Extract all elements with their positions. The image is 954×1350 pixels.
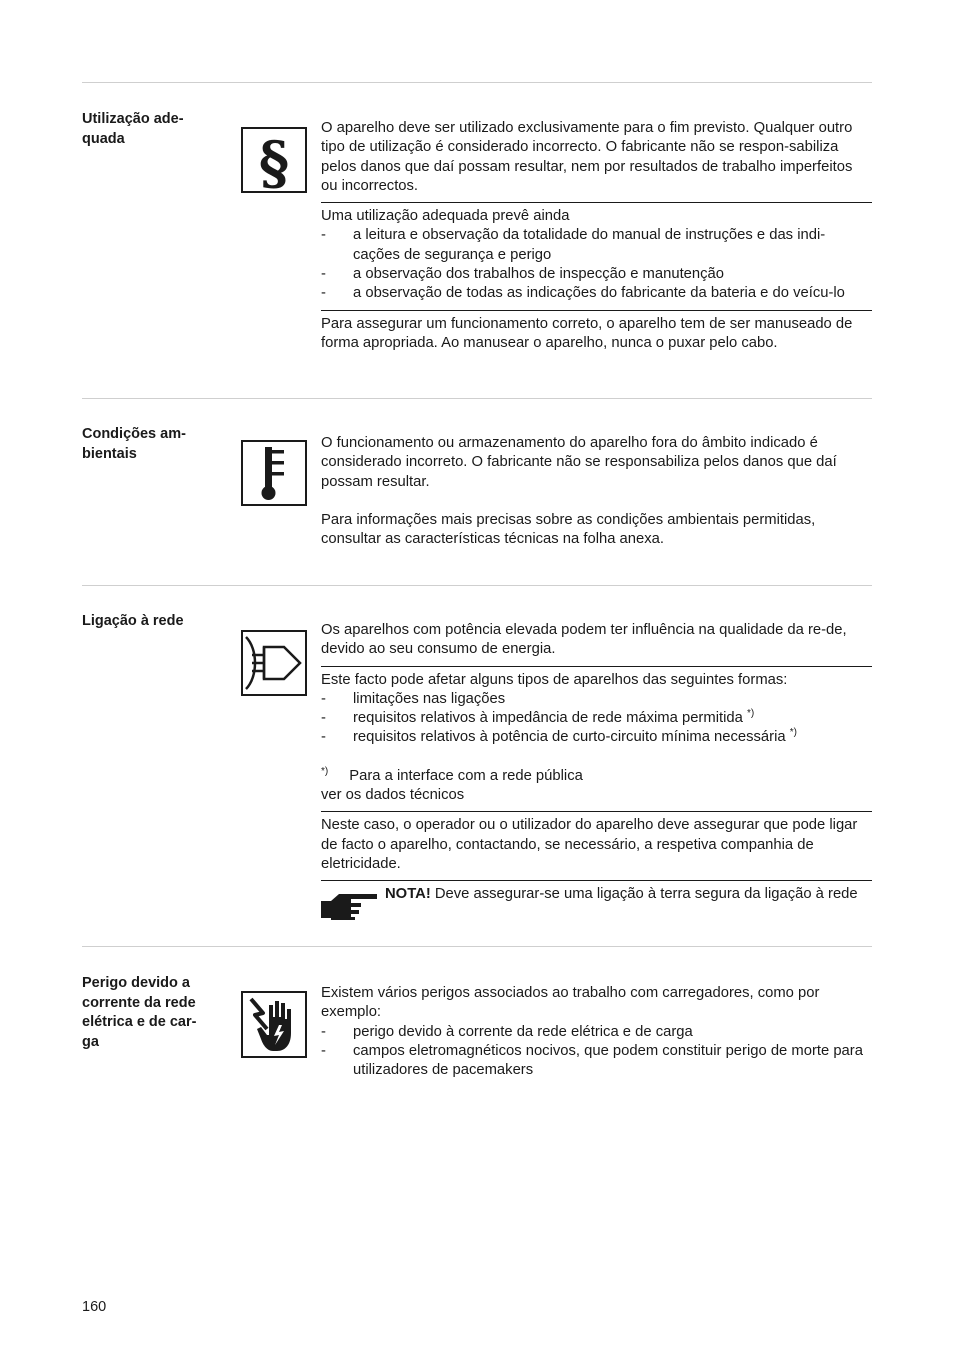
note-box — [321, 885, 872, 927]
section-body-mains-connection — [321, 621, 872, 928]
section-divider — [82, 398, 872, 399]
mains-plug-icon — [241, 630, 307, 696]
footnote: *) Para a interface com a rede pública — [321, 765, 583, 784]
list-item: - requisitos relativos à impedância de rede máxima permitida *) — [321, 709, 872, 728]
list-item: - a leitura e observação da totalidade do manual de instruções e das indi-cações de segurança e perigo — [321, 226, 872, 265]
paragraph: Neste caso, o operador ou o utilizador do aparelho deve assegurar que pode ligar de facto o aparelho, contactando, se necessário, a respetiva companhia de eletricidade. — [321, 817, 858, 872]
page-number: 160 — [82, 1299, 107, 1315]
svg-text:§: § — [258, 131, 290, 189]
section-heading-intended-use: Utilização ade- quada — [82, 111, 184, 147]
paragraph: O funcionamento ou armazenamento do aparelho fora do âmbito indicado é considerado incorreto. O fabricante não se responsabiliza pelos danos que daí possam resultar. — [321, 435, 837, 490]
list-item: - a observação dos trabalhos de inspecção e manutenção — [321, 265, 872, 284]
section-body-electrical-hazard — [321, 984, 872, 1080]
rule — [321, 880, 872, 881]
pointing-hand-icon — [321, 885, 385, 927]
list-item: - a observação de todas as indicações do fabricante da bateria e do veícu-lo — [321, 284, 872, 303]
rule — [321, 666, 872, 667]
paragraph-icon — [241, 127, 307, 193]
note-label: NOTA! — [385, 886, 431, 903]
section-divider — [82, 585, 872, 586]
section-divider — [82, 946, 872, 947]
footnote-marker: *) — [321, 765, 329, 777]
paragraph: Para informações mais precisas sobre as condições ambientais permitidas, consultar as características técnicas na folha anexa. — [321, 511, 816, 548]
section-heading-mains-connection: Ligação à rede — [82, 613, 184, 629]
electric-shock-hand-icon — [241, 991, 307, 1058]
bullet-list — [321, 226, 872, 303]
list-item: - campos eletromagnéticos nocivos, que podem constituir perigo de morte para utilizadores de pacemakers — [321, 1042, 872, 1081]
note-text: NOTA! Deve assegurar-se uma ligação à terra segura da ligação à rede — [385, 886, 858, 903]
footnote-line: ver os dados técnicos — [321, 787, 465, 804]
paragraph: Existem vários perigos associados ao trabalho com carregadores, como por exemplo: — [321, 985, 820, 1021]
rule — [321, 202, 872, 203]
section-body-intended-use — [321, 119, 872, 353]
paragraph: Os aparelhos com potência elevada podem ter influência na qualidade da re-de, devido ao seu consumo de energia. — [321, 622, 847, 658]
section-divider — [82, 82, 872, 83]
paragraph: Uma utilização adequada prevê ainda — [321, 208, 570, 225]
bullet-list — [321, 690, 872, 748]
paragraph: Para assegurar um funcionamento correto, o aparelho tem de ser manuseado de forma apropriada. Ao manusear o aparelho, nunca o puxar pelo cabo. — [321, 315, 853, 351]
footnote-marker: *) — [789, 727, 797, 739]
paragraph: O aparelho deve ser utilizado exclusivamente para o fim previsto. Qualquer outro tipo de utilização é considerado incorrecto. O fabricante não se respon-sabiliza pelos danos que daí possam resultar, nem por resultados de trabalho imperfeitos ou incorrectos. — [321, 120, 853, 194]
section-heading-electrical-hazard: Perigo devido a corrente da rede elétrica e de car- ga — [82, 975, 197, 1050]
thermometer-icon — [241, 440, 307, 506]
paragraph: Este facto pode afetar alguns tipos de aparelhos das seguintes formas: — [321, 671, 788, 688]
list-item: - requisitos relativos à potência de curto-circuito mínima necessária *) — [321, 728, 872, 747]
bullet-list — [321, 1023, 872, 1081]
footnote-marker: *) — [746, 708, 755, 720]
section-heading-environment: Condições am- bientais — [82, 426, 186, 462]
rule — [321, 811, 872, 812]
rule — [321, 310, 872, 311]
section-body-environment — [321, 434, 872, 549]
list-item: - limitações nas ligações — [321, 690, 872, 709]
list-item: - perigo devido à corrente da rede elétrica e de carga — [321, 1023, 872, 1042]
